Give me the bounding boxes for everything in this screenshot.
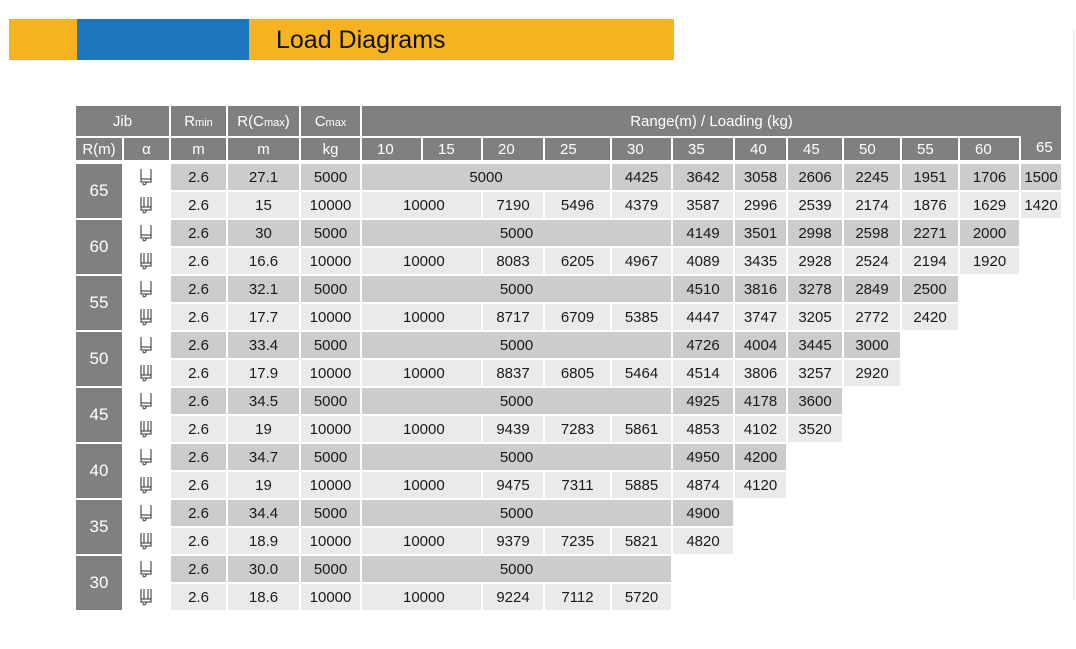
r-cmax-unit: m [228,138,299,160]
load-value-cell: 4149 [673,220,733,246]
double-fall-hook-icon [137,419,157,439]
load-value-cell: 1420 [1021,192,1061,218]
c-max-cell: 10000 [301,360,360,386]
load-value-cell: 5385 [612,304,671,330]
load-value-cell: 2194 [902,248,958,274]
r-cmax-cell: 34.4 [228,500,299,526]
jib-length-cell: 55 [76,276,122,330]
r-cmax-cell: 17.7 [228,304,299,330]
load-value-cell: 4178 [735,388,786,414]
load-value-cell: 6805 [545,360,610,386]
c-max-cell: 10000 [301,472,360,498]
range-55-header: 55 [902,138,958,160]
c-max-cell: 5000 [301,164,360,190]
load-value-cell: 3520 [788,416,842,442]
r-cmax-cell: 30.0 [228,556,299,582]
load-value-cell: 5720 [612,584,671,610]
single-fall-hook-icon [137,167,157,187]
constant-load-cell: 5000 [362,276,671,302]
single-fall-hook-icon [124,332,169,358]
single-fall-hook-icon [137,391,157,411]
load-value-cell: 4950 [673,444,733,470]
r-cmax-cell: 33.4 [228,332,299,358]
double-fall-hook-icon [124,584,169,610]
load-value-cell: 2174 [844,192,900,218]
load-value-cell: 7283 [545,416,610,442]
constant-load-cell: 10000 [362,416,481,442]
c-max-header-sub: max [325,117,347,129]
constant-load-cell: 5000 [362,444,671,470]
range-35-header: 35 [673,138,733,160]
load-value-cell: 3587 [673,192,733,218]
load-value-cell: 6205 [545,248,610,274]
banner-accent-blue [77,19,249,60]
load-value-cell: 3501 [735,220,786,246]
constant-load-cell: 10000 [362,248,481,274]
r-min-unit: m [171,138,226,160]
load-value-cell: 2420 [902,304,958,330]
load-value-cell: 3000 [844,332,900,358]
jib-length-cell: 65 [76,164,122,218]
jib-header: Jib [76,106,169,136]
r-min-cell: 2.6 [171,304,226,330]
load-value-cell: 4900 [673,500,733,526]
r-cmax-header-main: R(C [237,112,264,130]
range-10-header: 10 [362,138,421,160]
load-value-cell: 9439 [483,416,543,442]
double-fall-hook-icon [137,531,157,551]
double-fall-hook-icon [137,195,157,215]
jib-length-cell: 60 [76,220,122,274]
load-value-cell: 2000 [960,220,1019,246]
load-value-cell: 2245 [844,164,900,190]
load-value-cell: 2598 [844,220,900,246]
load-value-cell: 3816 [735,276,786,302]
load-value-cell: 9224 [483,584,543,610]
double-fall-hook-icon [124,248,169,274]
jib-length-cell: 30 [76,556,122,610]
r-min-header-main: R [184,112,196,130]
r-cmax-cell: 19 [228,416,299,442]
load-value-cell: 3278 [788,276,842,302]
load-value-cell: 2920 [844,360,900,386]
r-cmax-cell: 16.6 [228,248,299,274]
single-fall-hook-icon [137,279,157,299]
load-value-cell: 4004 [735,332,786,358]
double-fall-hook-icon [124,360,169,386]
single-fall-hook-icon [124,276,169,302]
c-max-cell: 5000 [301,444,360,470]
double-fall-hook-icon [137,475,157,495]
jib-length-cell: 50 [76,332,122,386]
jib-length-cell: 35 [76,500,122,554]
load-value-cell: 4102 [735,416,786,442]
load-value-cell: 1500 [1021,164,1061,190]
constant-load-cell: 5000 [362,556,671,582]
r-min-cell: 2.6 [171,584,226,610]
load-value-cell: 4853 [673,416,733,442]
c-max-cell: 10000 [301,248,360,274]
c-max-cell: 10000 [301,304,360,330]
jib-length-cell: 40 [76,444,122,498]
jib-length-cell: 45 [76,388,122,442]
alpha-header: α [124,138,169,160]
load-value-cell: 3600 [788,388,842,414]
load-value-cell: 3257 [788,360,842,386]
r-min-cell: 2.6 [171,332,226,358]
single-fall-hook-icon [137,447,157,467]
r-min-cell: 2.6 [171,528,226,554]
double-fall-hook-icon [124,528,169,554]
r-min-cell: 2.6 [171,556,226,582]
load-value-cell: 1629 [960,192,1019,218]
constant-load-cell: 10000 [362,472,481,498]
r-min-cell: 2.6 [171,416,226,442]
r-cmax-header [228,106,299,136]
load-value-cell: 2500 [902,276,958,302]
double-fall-hook-icon [137,307,157,327]
jib-length-header: R(m) [76,138,122,160]
load-value-cell: 2849 [844,276,900,302]
load-value-cell: 8083 [483,248,543,274]
range-50-header: 50 [844,138,900,160]
constant-load-cell: 5000 [362,388,671,414]
load-value-cell: 7235 [545,528,610,554]
divider [1073,30,1075,600]
load-value-cell: 1920 [960,248,1019,274]
load-value-cell: 2772 [844,304,900,330]
r-cmax-cell: 34.5 [228,388,299,414]
range-header: Range(m) / Loading (kg) [362,106,1061,136]
constant-load-cell: 10000 [362,192,481,218]
load-value-cell: 3806 [735,360,786,386]
load-value-cell: 5496 [545,192,610,218]
load-value-cell: 4925 [673,388,733,414]
load-value-cell: 8837 [483,360,543,386]
load-value-cell: 2998 [788,220,842,246]
double-fall-hook-icon [137,363,157,383]
c-max-cell: 5000 [301,276,360,302]
c-max-cell: 5000 [301,332,360,358]
r-min-header [171,106,226,136]
load-value-cell: 7311 [545,472,610,498]
load-value-cell: 3642 [673,164,733,190]
r-cmax-cell: 32.1 [228,276,299,302]
r-cmax-cell: 17.9 [228,360,299,386]
load-value-cell: 2271 [902,220,958,246]
single-fall-hook-icon [137,503,157,523]
r-min-cell: 2.6 [171,276,226,302]
r-cmax-cell: 30 [228,220,299,246]
constant-load-cell: 5000 [362,220,671,246]
r-min-cell: 2.6 [171,164,226,190]
range-25-header: 25 [545,138,610,160]
range-45-header: 45 [788,138,842,160]
r-min-cell: 2.6 [171,220,226,246]
c-max-cell: 10000 [301,416,360,442]
load-value-cell: 9475 [483,472,543,498]
constant-load-cell: 10000 [362,304,481,330]
c-max-cell: 5000 [301,220,360,246]
single-fall-hook-icon [137,335,157,355]
load-value-cell: 4510 [673,276,733,302]
load-value-cell: 2539 [788,192,842,218]
load-value-cell: 6709 [545,304,610,330]
double-fall-hook-icon [137,587,157,607]
r-cmax-cell: 18.6 [228,584,299,610]
double-fall-hook-icon [124,304,169,330]
r-min-cell: 2.6 [171,500,226,526]
load-value-cell: 1706 [960,164,1019,190]
load-value-cell: 1951 [902,164,958,190]
r-cmax-header-close: ) [284,112,290,130]
load-value-cell: 4820 [673,528,733,554]
load-value-cell: 3435 [735,248,786,274]
load-value-cell: 3445 [788,332,842,358]
r-min-cell: 2.6 [171,360,226,386]
range-20-header: 20 [483,138,543,160]
double-fall-hook-icon [124,192,169,218]
c-max-header [301,106,360,136]
constant-load-cell: 10000 [362,584,481,610]
single-fall-hook-icon [124,164,169,190]
single-fall-hook-icon [124,556,169,582]
load-value-cell: 4089 [673,248,733,274]
c-max-unit: kg [301,138,360,160]
c-max-header-main: C [314,112,326,130]
single-fall-hook-icon [124,220,169,246]
load-value-cell: 4967 [612,248,671,274]
load-value-cell: 2928 [788,248,842,274]
range-40-header: 40 [735,138,786,160]
single-fall-hook-icon [124,444,169,470]
r-cmax-cell: 19 [228,472,299,498]
load-value-cell: 4120 [735,472,786,498]
single-fall-hook-icon [124,388,169,414]
double-fall-hook-icon [124,416,169,442]
banner-accent-left [9,19,77,60]
c-max-cell: 10000 [301,528,360,554]
load-value-cell: 3205 [788,304,842,330]
constant-load-cell: 10000 [362,528,481,554]
r-cmax-cell: 18.9 [228,528,299,554]
constant-load-cell: 10000 [362,360,481,386]
load-value-cell: 2524 [844,248,900,274]
range-15-header: 15 [423,138,481,160]
r-min-cell: 2.6 [171,192,226,218]
load-value-cell: 5861 [612,416,671,442]
r-cmax-header-sub: max [263,117,285,129]
r-min-cell: 2.6 [171,472,226,498]
r-min-cell: 2.6 [171,388,226,414]
double-fall-hook-icon [137,251,157,271]
single-fall-hook-icon [137,559,157,579]
double-fall-hook-icon [124,472,169,498]
load-value-cell: 5821 [612,528,671,554]
load-value-cell: 4447 [673,304,733,330]
load-value-cell: 4425 [612,164,671,190]
load-value-cell: 4200 [735,444,786,470]
r-cmax-cell: 34.7 [228,444,299,470]
load-value-cell: 5464 [612,360,671,386]
c-max-cell: 10000 [301,192,360,218]
load-value-cell: 2996 [735,192,786,218]
r-cmax-cell: 15 [228,192,299,218]
r-cmax-cell: 27.1 [228,164,299,190]
range-30-header: 30 [612,138,671,160]
constant-load-cell: 5000 [362,500,671,526]
load-value-cell: 1876 [902,192,958,218]
range-65-header: 65 [1021,134,1061,160]
single-fall-hook-icon [137,223,157,243]
load-value-cell: 3747 [735,304,786,330]
page-title: Load Diagrams [276,26,446,54]
r-min-header-sub: min [195,117,213,129]
load-value-cell: 4726 [673,332,733,358]
single-fall-hook-icon [124,500,169,526]
c-max-cell: 5000 [301,556,360,582]
load-value-cell: 7190 [483,192,543,218]
load-value-cell: 5885 [612,472,671,498]
load-value-cell: 8717 [483,304,543,330]
r-min-cell: 2.6 [171,248,226,274]
load-value-cell: 4874 [673,472,733,498]
c-max-cell: 5000 [301,500,360,526]
constant-load-cell: 5000 [362,164,610,190]
range-60-header: 60 [960,138,1019,160]
load-value-cell: 3058 [735,164,786,190]
load-value-cell: 9379 [483,528,543,554]
r-min-cell: 2.6 [171,444,226,470]
c-max-cell: 10000 [301,584,360,610]
constant-load-cell: 5000 [362,332,671,358]
load-value-cell: 4514 [673,360,733,386]
load-value-cell: 7112 [545,584,610,610]
load-value-cell: 4379 [612,192,671,218]
c-max-cell: 5000 [301,388,360,414]
load-value-cell: 2606 [788,164,842,190]
